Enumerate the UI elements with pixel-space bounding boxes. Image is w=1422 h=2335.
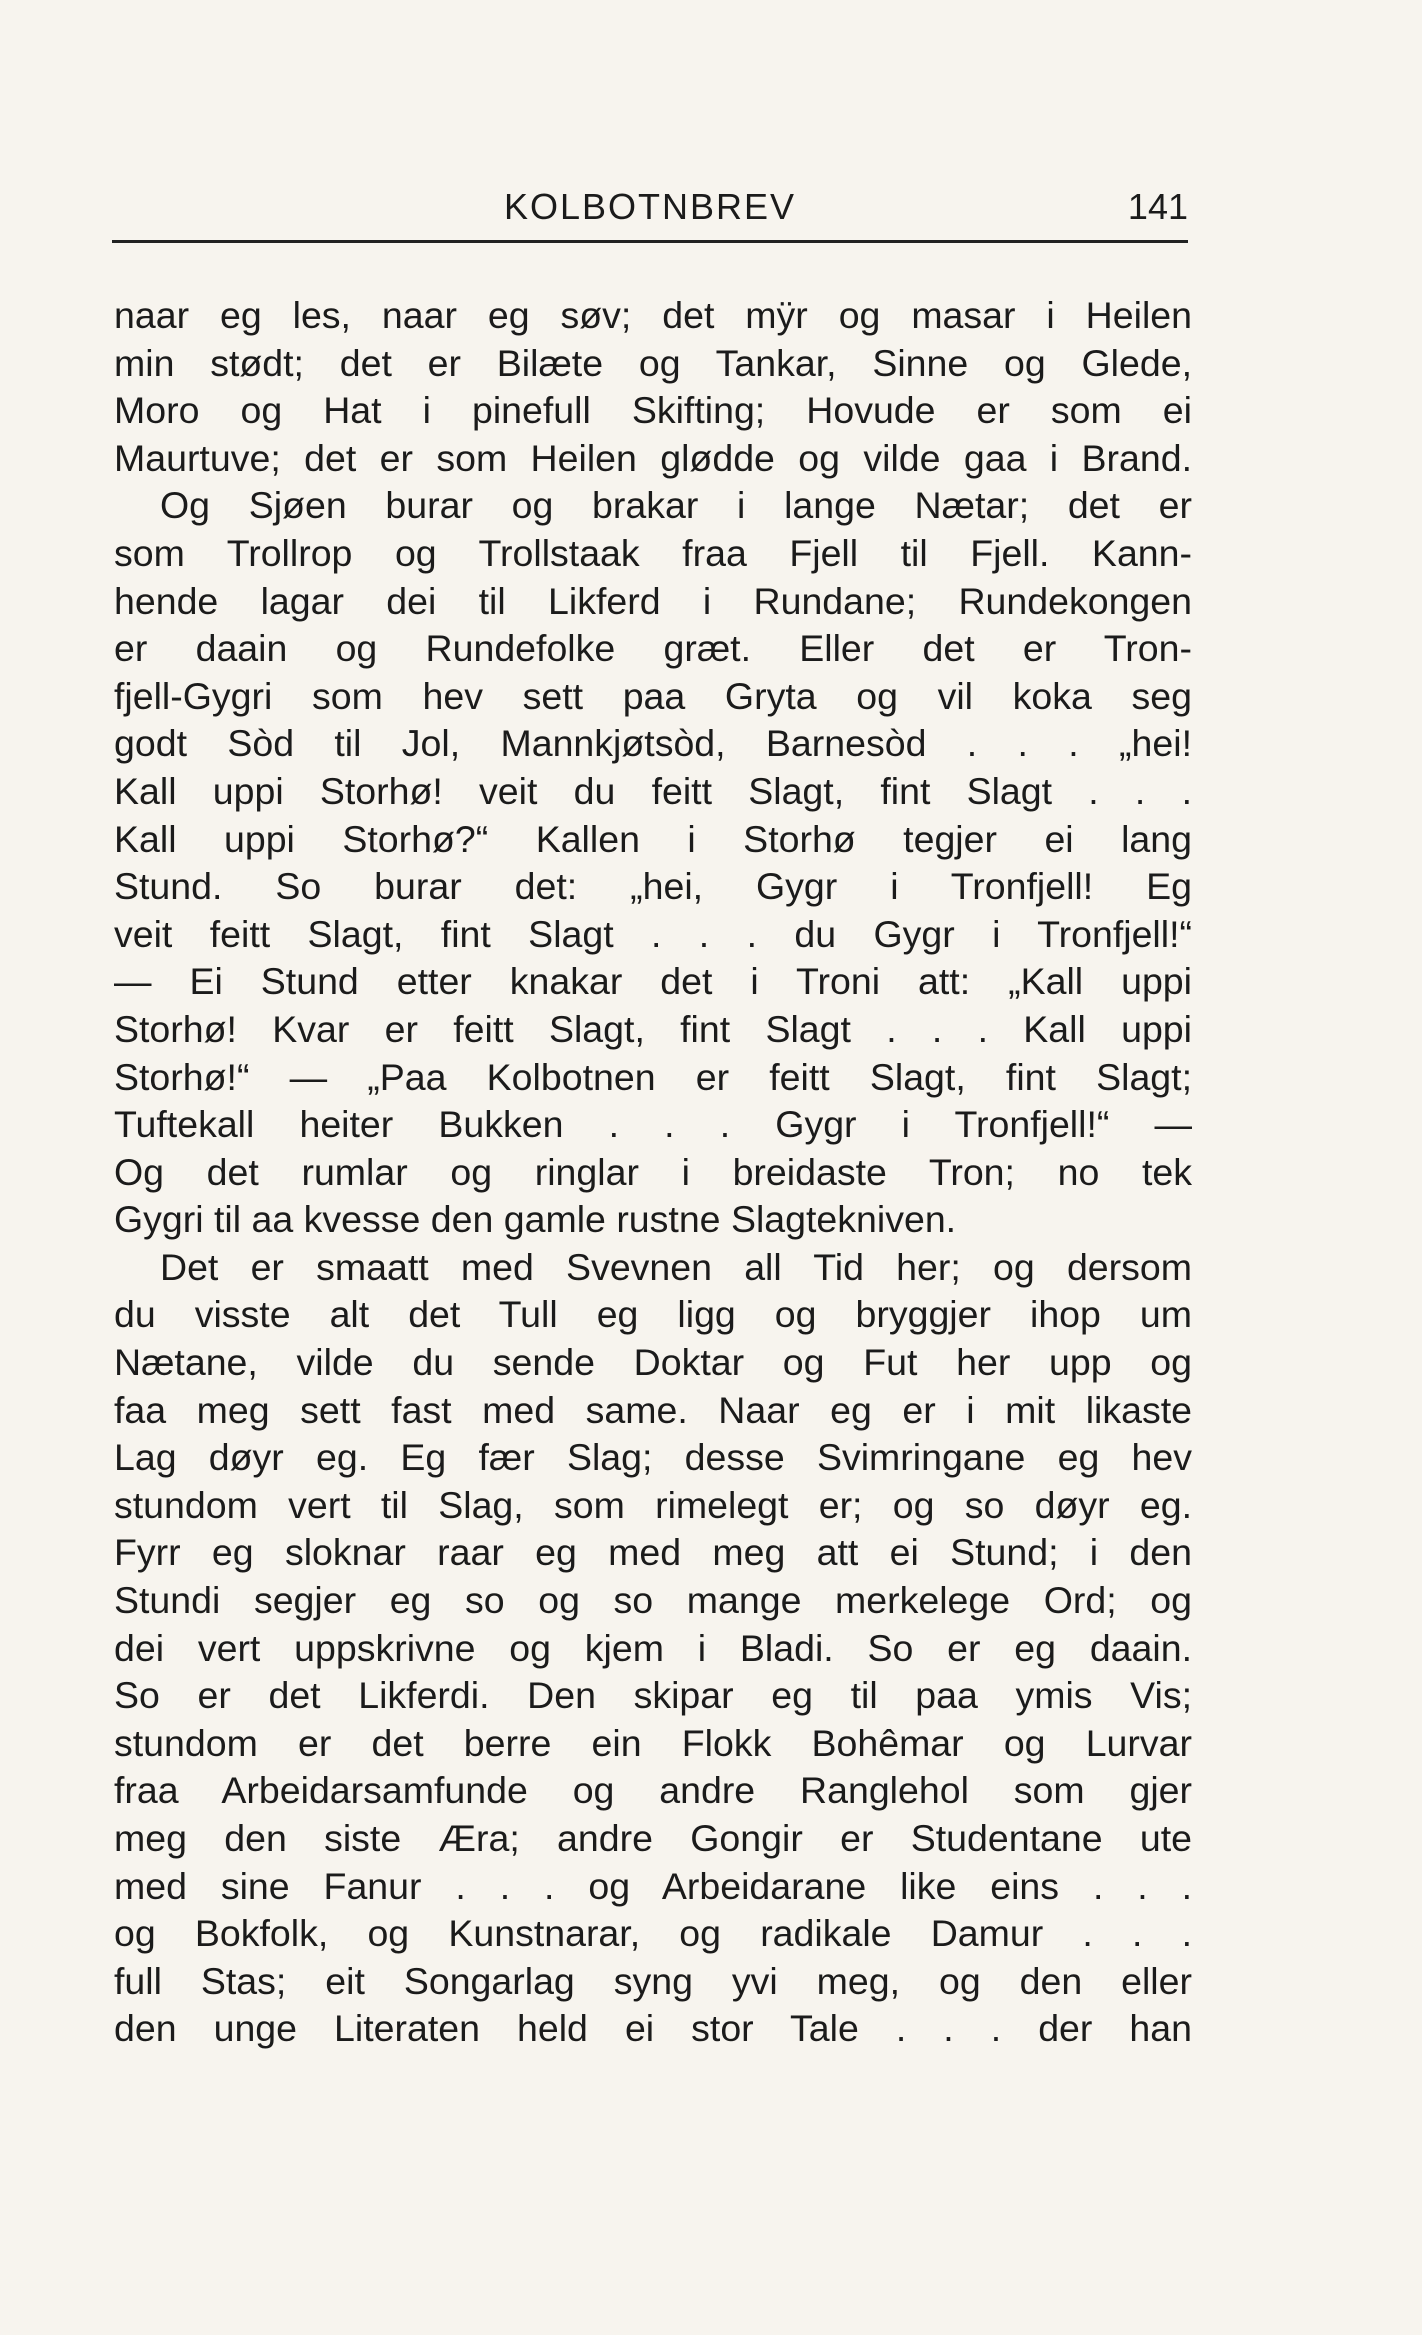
text-line: stundom er det berre ein Flokk Bohêmar og Lurvar: [114, 1721, 1192, 1764]
text-line: So er det Likferdi. Den skipar eg til paa ymis Vis;: [114, 1674, 1192, 1717]
text-line: Maurtuve; det er som Heilen glødde og vilde gaa i Brand.: [114, 436, 1192, 479]
text-line: Storhø! Kvar er feitt Slagt, fint Slagt . . . Kall uppi: [114, 1007, 1192, 1050]
text-line: veit feitt Slagt, fint Slagt . . . du Gygr i Tronfjell!“: [114, 912, 1192, 955]
text-line: stundom vert til Slag, som rimelegt er; og so døyr eg.: [114, 1483, 1192, 1526]
text-line: den unge Literaten held ei stor Tale . . . der han: [114, 2007, 1192, 2050]
text-line: Moro og Hat i pinefull Skifting; Hovude er som ei: [114, 389, 1192, 432]
text-line: Det er smaatt med Svevnen all Tid her; og dersom: [160, 1245, 1192, 1288]
text-line: med sine Fanur . . . og Arbeidarane like eins . . .: [114, 1864, 1192, 1907]
text-line: — Ei Stund etter knakar det i Troni att: „Kall uppi: [114, 960, 1192, 1003]
page-number: 141: [1127, 186, 1188, 227]
text-line: Kall uppi Storhø?“ Kallen i Storhø tegjer ei lang: [114, 817, 1192, 860]
text-line: Stund. So burar det: „hei, Gygr i Tronfjell! Eg: [114, 865, 1192, 908]
text-line: er daain og Rundefolke græt. Eller det er Tron-: [114, 627, 1192, 670]
text-line: fjell-Gygri som hev sett paa Gryta og vil koka seg: [114, 674, 1192, 717]
text-line: Fyrr eg sloknar raar eg med meg att ei Stund; i den: [114, 1531, 1192, 1574]
text-line: Og det rumlar og ringlar i breidaste Tron; no tek: [114, 1150, 1192, 1193]
text-line: Tuftekall heiter Bukken . . . Gygr i Tronfjell!“ —: [114, 1103, 1192, 1146]
text-line: Nætane, vilde du sende Doktar og Fut her upp og: [114, 1341, 1192, 1384]
text-line: og Bokfolk, og Kunstnarar, og radikale Damur . . .: [114, 1912, 1192, 1955]
body-text: [114, 292, 1192, 2053]
text-line: Gygri til aa kvesse den gamle rustne Slagtekniven.: [114, 1198, 957, 1241]
text-line: full Stas; eit Songarlag syng yvi meg, og den eller: [114, 1959, 1192, 2002]
text-line: Storhø!“ — „Paa Kolbotnen er feitt Slagt, fint Slagt;: [114, 1055, 1192, 1098]
page-header: [112, 176, 1188, 234]
text-line: Kall uppi Storhø! veit du feitt Slagt, fint Slagt . . .: [114, 769, 1192, 812]
text-line: Stundi segjer eg so og so mange merkelege Ord; og: [114, 1579, 1192, 1622]
text-line: Og Sjøen burar og brakar i lange Nætar; det er: [160, 484, 1192, 527]
text-line: fraa Arbeidarsamfunde og andre Ranglehol som gjer: [114, 1769, 1192, 1812]
header-rule: [112, 240, 1188, 243]
text-line: som Trollrop og Trollstaak fraa Fjell til Fjell. Kann-: [114, 531, 1192, 574]
text-line: hende lagar dei til Likferd i Rundane; Rundekongen: [114, 579, 1192, 622]
running-title: KOLBOTNBREV: [503, 186, 797, 227]
text-line: meg den siste Æra; andre Gongir er Studentane ute: [114, 1817, 1192, 1859]
text-line: godt Sòd til Jol, Mannkjøtsòd, Barnesòd . . . „hei!: [114, 722, 1192, 765]
text-line: faa meg sett fast med same. Naar eg er i mit likaste: [114, 1388, 1192, 1431]
text-line: naar eg les, naar eg søv; det mÿr og masar i Heilen: [114, 294, 1192, 336]
text-line: min stødt; det er Bilæte og Tankar, Sinne og Glede,: [114, 341, 1192, 384]
text-line: du visste alt det Tull eg ligg og bryggjer ihop um: [114, 1293, 1192, 1336]
text-line: dei vert uppskrivne og kjem i Bladi. So er eg daain.: [114, 1626, 1192, 1669]
text-line: Lag døyr eg. Eg fær Slag; desse Svimringane eg hev: [114, 1436, 1192, 1479]
